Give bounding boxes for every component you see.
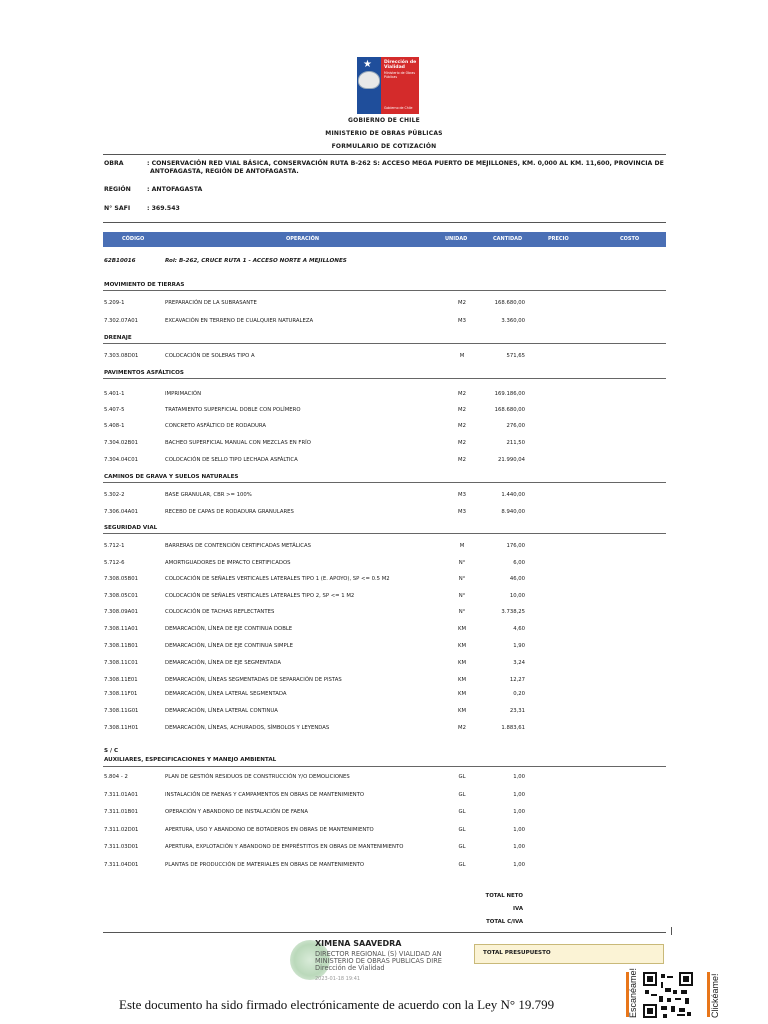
row-unit: M2 (458, 440, 466, 446)
table-row (0, 842, 768, 852)
row-operation: APERTURA, EXPLOTACIÓN Y ABANDONO DE EMPRÉSTITOS EN OBRAS DE MANTENIMIENTO (165, 844, 404, 850)
row-unit: N° (458, 576, 466, 582)
row-code: 7.302.07A01 (104, 318, 138, 324)
section-divider (103, 533, 666, 534)
row-unit: GL (458, 827, 466, 833)
row-quantity: 46,00 (509, 576, 525, 582)
row-quantity: 21.990,04 (498, 457, 525, 463)
table-row (0, 790, 768, 800)
row-quantity: 3,24 (513, 660, 525, 666)
row-operation: DEMARCACIÓN, LÍNEA DE EJE SEGMENTADA (165, 660, 281, 666)
table-row (0, 405, 768, 415)
table-row (0, 675, 768, 685)
divider-top (103, 154, 666, 155)
logo-blue-base (357, 95, 381, 114)
row-code: 5.407-5 (104, 407, 125, 413)
signature-date: 2023-01-18 19:41 (315, 976, 361, 982)
section-pavimentos: PAVIMENTOS ASFÁLTICOS (104, 370, 184, 376)
section-divider (103, 482, 666, 483)
row-code: 7.311.02D01 (104, 827, 139, 833)
header-gobierno: GOBIERNO DE CHILE (348, 117, 420, 124)
row-code: 5.804 - 2 (104, 774, 128, 780)
row-operation: DEMARCACIÓN, LÍNEAS SEGMENTADAS DE SEPARACIÓN DE PISTAS (165, 677, 342, 683)
row-quantity: 571,65 (506, 353, 525, 359)
obra-label: OBRA (104, 160, 124, 167)
row-quantity: 1,00 (513, 844, 525, 850)
route-heading (104, 258, 347, 264)
table-row (0, 316, 768, 326)
table-row (0, 860, 768, 870)
table-row (0, 574, 768, 584)
crest-icon (358, 71, 380, 89)
row-quantity: 10,00 (509, 593, 525, 599)
header-ministerio: MINISTERIO DE OBRAS PÚBLICAS (325, 130, 443, 137)
row-operation: DEMARCACIÓN, LÍNEA LATERAL CONTINUA (165, 708, 278, 714)
row-code: 7.308.11C01 (104, 660, 139, 666)
table-row (0, 658, 768, 668)
total-presupuesto-label: TOTAL PRESUPUESTO (483, 950, 551, 956)
row-unit: M2 (458, 457, 466, 463)
row-operation: CONCRETO ASFÁLTICO DE RODADURA (165, 423, 266, 429)
row-code: 7.308.09A01 (104, 609, 138, 615)
row-code: 5.408-1 (104, 423, 125, 429)
section-divider (103, 290, 666, 291)
row-operation: BARRERAS DE CONTENCIÓN CERTIFICADAS METÁLICAS (165, 543, 311, 549)
row-operation: PREPARACIÓN DE LA SUBRASANTE (165, 300, 257, 306)
row-code: 5.209-1 (104, 300, 125, 306)
vialidad-logo (357, 57, 419, 114)
table-row (0, 421, 768, 431)
total-presupuesto-box (474, 944, 664, 964)
row-unit: KM (457, 643, 467, 649)
row-quantity: 4,60 (513, 626, 525, 632)
row-quantity: 1,00 (513, 792, 525, 798)
section-seguridad-vial: SEGURIDAD VIAL (104, 525, 158, 531)
row-unit: M3 (458, 509, 466, 515)
row-code: 7.306.04A01 (104, 509, 138, 515)
table-row (0, 641, 768, 651)
row-code: 7.308.11E01 (104, 677, 138, 683)
row-quantity: 176,00 (506, 543, 525, 549)
row-code: 5.712-6 (104, 560, 125, 566)
logo-subtitle: Ministerio de Obras Públicas (384, 71, 416, 79)
row-quantity: 23,31 (509, 708, 525, 714)
row-quantity: 3.738,25 (501, 609, 525, 615)
table-row (0, 558, 768, 568)
logo-title: Dirección de Vialidad (384, 60, 417, 70)
row-code: 7.304.02B01 (104, 440, 138, 446)
section-drenaje: DRENAJE (104, 335, 132, 341)
row-unit: GL (458, 774, 466, 780)
row-code: 7.311.01B01 (104, 809, 138, 815)
row-operation: DEMARCACIÓN, LÍNEA DE EJE CONTINUA DOBLE (165, 626, 293, 632)
row-quantity: 1,00 (513, 827, 525, 833)
scan-me-label: Escanéame! (628, 967, 638, 1018)
table-row (0, 607, 768, 617)
row-code: 5.712-1 (104, 543, 125, 549)
row-operation: DEMARCACIÓN, LÍNEAS, ACHURADOS, SÍMBOLOS Y LEYENDAS (165, 725, 330, 731)
table-row (0, 591, 768, 601)
row-code: 7.308.11A01 (104, 626, 138, 632)
divider-totals (103, 932, 666, 933)
table-row (0, 298, 768, 308)
row-unit: KM (457, 626, 467, 632)
table-row (0, 624, 768, 634)
row-operation: EXCAVACIÓN EN TERRENO DE CUALQUIER NATURALEZA (165, 318, 314, 324)
row-quantity: 12,27 (509, 677, 525, 683)
row-code: 7.308.11B01 (104, 643, 138, 649)
logo-bottom: Gobierno de Chile (384, 106, 413, 110)
row-unit: N° (458, 609, 466, 615)
row-operation: INSTALACIÓN DE FAENAS Y CAMPAMENTOS EN OBRAS DE MANTENIMIENTO (165, 792, 365, 798)
section-auxiliares: AUXILIARES, ESPECIFICACIONES Y MANEJO AMBIENTAL (104, 757, 277, 763)
section-divider (103, 343, 666, 344)
row-quantity: 0,20 (513, 691, 525, 697)
table-row (0, 772, 768, 782)
row-code: 5.302-2 (104, 492, 125, 498)
row-code: 7.311.04D01 (104, 862, 139, 868)
row-quantity: 8.940,00 (501, 509, 525, 515)
row-code: 7.308.11H01 (104, 725, 139, 731)
header-formulario: FORMULARIO DE COTIZACIÓN (331, 143, 437, 150)
row-code: 7.311.03D01 (104, 844, 139, 850)
row-quantity: 3.360,00 (501, 318, 525, 324)
tick-mark (671, 927, 672, 935)
col-costo: COSTO (620, 236, 640, 242)
section-sc: S / C (104, 748, 119, 754)
table-row (0, 541, 768, 551)
table-row (0, 706, 768, 716)
row-operation: PLANTAS DE PRODUCCIÓN DE MATERIALES EN OBRAS DE MANTENIMIENTO (165, 862, 365, 868)
col-unidad: UNIDAD (445, 236, 468, 242)
row-quantity: 168.680,00 (494, 300, 525, 306)
star-icon: ★ (363, 59, 372, 70)
row-unit: M2 (458, 423, 466, 429)
safi-label: N° SAFI (104, 205, 131, 212)
row-unit: GL (458, 862, 466, 868)
row-unit: M2 (458, 391, 466, 397)
table-row (0, 490, 768, 500)
qr-code-icon[interactable] (643, 972, 693, 1018)
row-unit: N° (458, 560, 466, 566)
row-operation: BASE GRANULAR, CBR >= 100% (165, 492, 252, 498)
section-caminos-grava: CAMINOS DE GRAVA Y SUELOS NATURALES (104, 474, 239, 480)
table-row (0, 438, 768, 448)
row-quantity: 1,00 (513, 862, 525, 868)
total-neto-label: TOTAL NETO (485, 893, 523, 899)
row-code: 7.303.08D01 (104, 353, 139, 359)
region-label: REGIÓN (104, 186, 131, 193)
row-unit: M3 (458, 318, 466, 324)
safi-value: : 369.543 (147, 205, 180, 212)
row-operation: IMPRIMACIÓN (165, 391, 202, 397)
divider-meta (103, 222, 666, 223)
region-value: : ANTOFAGASTA (147, 186, 203, 193)
row-code: 7.308.05B01 (104, 576, 138, 582)
row-operation: APERTURA, USO Y ABANDONO DE BOTADEROS EN OBRAS DE MANTENIMIENTO (165, 827, 374, 833)
row-unit: GL (458, 809, 466, 815)
row-code: 7.311.01A01 (104, 792, 138, 798)
row-operation: COLOCACIÓN DE SEÑALES VERTICALES LATERALES TIPO 1 (E. APOYO), SP <= 0.5 M2 (165, 576, 390, 582)
row-operation: RECEBO DE CAPAS DE RODADURA GRANULARES (165, 509, 294, 515)
signer-title-2: MINISTERIO DE OBRAS PUBLICAS DIRE (315, 957, 442, 965)
row-operation: PLAN DE GESTIÓN RESIDUOS DE CONSTRUCCIÓN Y/O DEMOLICIONES (165, 774, 350, 780)
table-row (0, 507, 768, 517)
row-operation: COLOCACIÓN DE SELLO TIPO LECHADA ASFÁLTICA (165, 457, 298, 463)
row-unit: KM (457, 691, 467, 697)
row-code: 7.304.04C01 (104, 457, 139, 463)
iva-label: IVA (513, 906, 523, 912)
row-unit: M (459, 543, 465, 549)
row-code: 5.401-1 (104, 391, 125, 397)
row-code: 7.308.05C01 (104, 593, 139, 599)
row-operation: BACHEO SUPERFICIAL MANUAL CON MEZCLAS EN FRÍO (165, 440, 311, 446)
section-divider (103, 766, 666, 767)
row-quantity: 6,00 (513, 560, 525, 566)
row-operation: TRATAMIENTO SUPERFICIAL DOBLE CON POLÍMERO (165, 407, 301, 413)
row-operation: AMORTIGUADORES DE IMPACTO CERTIFICADOS (165, 560, 291, 566)
row-quantity: 1.440,00 (501, 492, 525, 498)
row-unit: M (459, 353, 465, 359)
row-operation: OPERACIÓN Y ABANDONO DE INSTALACIÓN DE FAENA (165, 809, 308, 815)
col-operacion: OPERACIÓN (286, 236, 320, 242)
obra-value-line1: : CONSERVACIÓN RED VIAL BÁSICA, CONSERVACIÓN RUTA B-262 S: ACCESO MEGA PUERTO DE MEJILLONES, KM. 0,000 AL KM. 11,600, PROVINCIA DE (147, 160, 664, 167)
table-row (0, 807, 768, 817)
signer-title-3: Dirección de Vialidad (315, 964, 385, 972)
col-codigo: CÓDIGO (122, 236, 145, 242)
row-quantity: 1,00 (513, 809, 525, 815)
section-divider (103, 378, 666, 379)
row-unit: M2 (458, 407, 466, 413)
row-operation: DEMARCACIÓN, LÍNEA LATERAL SEGMENTADA (165, 691, 287, 697)
table-row (0, 389, 768, 399)
obra-value-line2: ANTOFAGASTA, REGIÓN DE ANTOFAGASTA. (150, 168, 299, 175)
row-quantity: 1,00 (513, 774, 525, 780)
total-con-iva-label: TOTAL C/IVA (486, 919, 523, 925)
row-quantity: 1,90 (513, 643, 525, 649)
col-cantidad: CANTIDAD (493, 236, 523, 242)
row-quantity: 276,00 (506, 423, 525, 429)
table-row (0, 825, 768, 835)
row-unit: M2 (458, 300, 466, 306)
table-row (0, 723, 768, 733)
row-unit: M3 (458, 492, 466, 498)
row-code: 7.308.11F01 (104, 691, 138, 697)
row-unit: GL (458, 844, 466, 850)
signer-name: XIMENA SAAVEDRA (315, 939, 402, 948)
row-unit: KM (457, 660, 467, 666)
row-unit: M2 (458, 725, 466, 731)
table-row (0, 689, 768, 699)
col-precio: PRECIO (548, 236, 569, 242)
table-header (103, 232, 666, 247)
row-unit: KM (457, 708, 467, 714)
row-operation: COLOCACIÓN DE SOLERAS TIPO A (165, 353, 255, 359)
row-quantity: 169.186,00 (494, 391, 525, 397)
section-movimiento-tierras: MOVIMIENTO DE TIERRAS (104, 282, 185, 288)
row-code: 7.308.11G01 (104, 708, 139, 714)
signer-title-1: DIRECTOR REGIONAL (S) VIALIDAD AN (315, 950, 442, 958)
row-operation: COLOCACIÓN DE SEÑALES VERTICALES LATERALES TIPO 2, SP <= 1 M2 (165, 593, 355, 599)
row-unit: N° (458, 593, 466, 599)
row-unit: GL (458, 792, 466, 798)
row-quantity: 211,50 (506, 440, 525, 446)
row-operation: COLOCACIÓN DE TACHAS REFLECTANTES (165, 609, 275, 615)
row-operation: DEMARCACIÓN, LÍNEA DE EJE CONTINUA SIMPLE (165, 643, 293, 649)
route-code: 62B10016 (104, 258, 136, 264)
route-name: Rol: B-262, CRUCE RUTA 1 - ACCESO NORTE A MEJILLONES (165, 258, 347, 264)
row-quantity: 1.883,61 (501, 725, 525, 731)
row-unit: KM (457, 677, 467, 683)
footer-legal-text: Este documento ha sido firmado electrónicamente de acuerdo con la Ley N° 19.799 (119, 997, 555, 1012)
click-me-label: Clickéame! (710, 973, 720, 1018)
row-quantity: 168.680,00 (494, 407, 525, 413)
table-row (0, 351, 768, 361)
table-row (0, 455, 768, 465)
